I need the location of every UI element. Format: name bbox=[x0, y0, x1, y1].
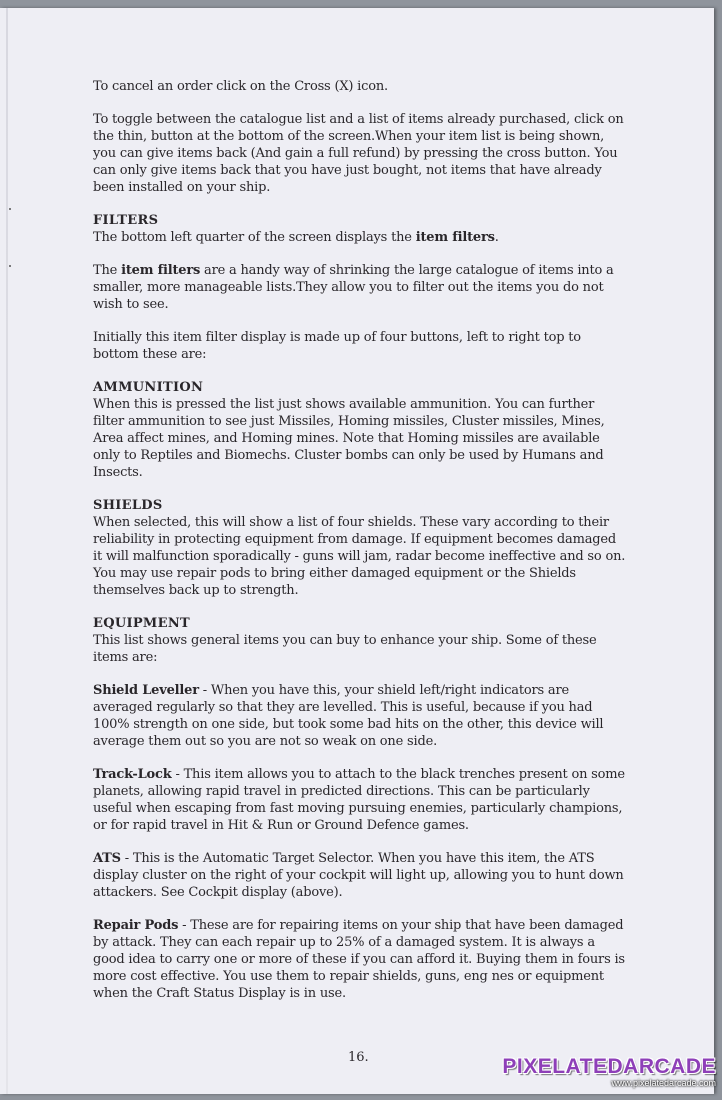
filters-text-2: The item filters are a handy way of shrinking the large catalogue of items into a smaller, more manageable lists.They allow you to filter out the items you do not wish to see. bbox=[93, 263, 614, 312]
page-content bbox=[93, 78, 628, 1018]
pixelatedarcade-watermark bbox=[502, 1056, 716, 1088]
equipment-text: This list shows general items you can buy to enhance your ship. Some of these items are: bbox=[93, 633, 597, 665]
filters-text-3: Initially this item filter display is made up of four buttons, left to right top to bottom these are: bbox=[93, 330, 581, 362]
ammunition-heading: AMMUNITION bbox=[93, 380, 204, 395]
ammunition-text: When this is pressed the list just shows available ammunition. You can further filter ammunition to see just Missiles, Homing missiles, Cluster missiles, Mines, Area affect mines, and Homing mines. Note that Homing missiles are available only to Reptiles and Biomechs. Cluster bombs can only be used by Humans and Insects. bbox=[93, 397, 605, 480]
equipment-item-shield-leveller: Shield Leveller - When you have this, your shield left/right indicators are averaged regularly so that they are levelled. This is useful, because if you had 100% strength on one side, but took some bad hits on the other, this device will average them out so you are not so weak on one side. bbox=[93, 683, 604, 749]
equipment-item-repair-pods: Repair Pods - These are for repairing items on your ship that have been damaged by attack. They can each repair up to 25% of a damaged system. It is always a good idea to carry one or more of these if you can afford it. Buying them in fours is more cost effective. You use them to repair shields, guns, eng nes or equipment when the Craft Status Display is in use. bbox=[93, 918, 625, 1001]
equipment-heading: EQUIPMENT bbox=[93, 616, 190, 631]
binding-mark bbox=[9, 208, 11, 210]
manual-page bbox=[0, 8, 714, 1094]
filters-text-1: The bottom left quarter of the screen displays the item filters. bbox=[93, 230, 499, 245]
equipment-item-track-lock: Track-Lock - This item allows you to attach to the black trenches present on some planets, allowing rapid travel in predicted directions. This can be particularly useful when escaping from fast moving pursuing enemies, particularly champions, or for rapid travel in Hit & Run or Ground Defence games. bbox=[93, 767, 625, 833]
page-number: 16. bbox=[348, 1050, 369, 1065]
shields-heading: SHIELDS bbox=[93, 498, 163, 513]
shields-text: When selected, this will show a list of four shields. These vary according to their reliability in protecting equipment from damage. If equipment becomes damaged it will malfunction sporadically - guns will jam, radar become ineffective and so on. You may use repair pods to bring either damaged equipment or the Shields themselves back up to strength. bbox=[93, 515, 626, 598]
equipment-item-ats: ATS - This is the Automatic Target Selector. When you have this item, the ATS display cluster on the right of your cockpit will light up, allowing you to hunt down attackers. See Cockpit display (above). bbox=[93, 851, 624, 900]
toggle-list-text: To toggle between the catalogue list and a list of items already purchased, click on the thin, button at the bottom of the screen.When your item list is being shown, you can give items back (And gain a full refund) by pressing the cross button. You can only give items back that you have just bought, not items that have already been installed on your ship. bbox=[93, 112, 624, 195]
filters-heading: FILTERS bbox=[93, 213, 159, 228]
binding-mark bbox=[9, 265, 11, 267]
watermark-title: PIXELATEDARCADE bbox=[502, 1055, 716, 1078]
watermark-url: www.pixelatedarcade.com bbox=[611, 1078, 716, 1088]
cancel-order-text: To cancel an order click on the Cross (X) icon. bbox=[93, 79, 388, 94]
